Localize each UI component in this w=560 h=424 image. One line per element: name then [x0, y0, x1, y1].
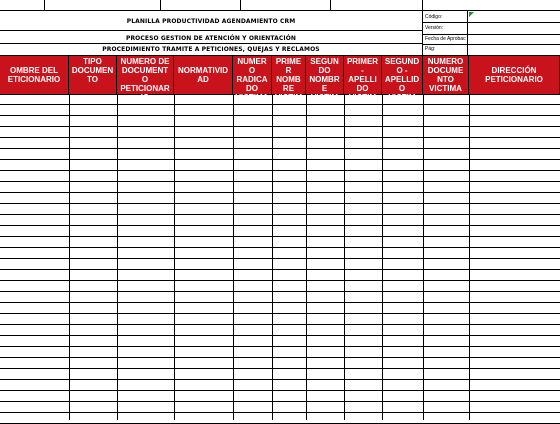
divider	[422, 34, 560, 35]
table-row[interactable]	[0, 259, 560, 270]
column-header[interactable]	[272, 56, 306, 102]
table-row[interactable]	[0, 226, 560, 237]
column-header-label: NORMATIVID AD	[177, 66, 229, 84]
column-header-label: SEGUN DO NOMBR E VICTIM	[309, 57, 340, 102]
table-row[interactable]	[0, 314, 560, 325]
table-row[interactable]	[0, 292, 560, 303]
column-header-label: NUMER O RADICA DO VICTIMA	[235, 57, 269, 102]
divider	[467, 10, 468, 56]
table-row[interactable]	[0, 270, 560, 281]
column-header[interactable]	[174, 56, 233, 94]
column-header-label: PRIME R NOMB RE VICTIM	[274, 57, 303, 102]
table-row[interactable]	[0, 171, 560, 182]
table-row[interactable]	[0, 138, 560, 149]
divider	[0, 43, 422, 44]
table-row[interactable]	[0, 215, 560, 226]
table-row[interactable]	[0, 248, 560, 259]
table-row[interactable]	[0, 94, 560, 105]
table-row[interactable]	[0, 402, 560, 413]
column-divider	[174, 94, 175, 420]
meta-code-label: Código:	[425, 14, 443, 20]
table-row[interactable]	[0, 358, 560, 369]
table-header-row	[0, 55, 560, 102]
divider	[330, 0, 331, 10]
column-header[interactable]	[69, 56, 117, 94]
column-header[interactable]	[306, 56, 344, 102]
column-header[interactable]	[469, 56, 560, 94]
divider	[422, 0, 423, 10]
column-divider	[423, 94, 424, 420]
comment-indicator-icon[interactable]	[469, 12, 474, 17]
column-header-label: NUMERO DE DOCUMENT O PETICIONAR IO	[120, 57, 170, 102]
divider	[160, 0, 161, 10]
divider	[422, 44, 560, 45]
table-row[interactable]	[0, 303, 560, 314]
divider	[0, 30, 422, 31]
table-row[interactable]	[0, 413, 560, 424]
column-header[interactable]	[423, 56, 469, 94]
divider	[422, 22, 560, 23]
column-header[interactable]	[382, 56, 423, 102]
column-divider	[306, 94, 307, 420]
column-header[interactable]	[0, 56, 69, 94]
column-header-label: DIRECCIÓN PETICIONARIO	[485, 66, 543, 84]
table-row[interactable]	[0, 336, 560, 347]
column-divider	[233, 94, 234, 420]
table-row[interactable]	[0, 149, 560, 160]
table-row[interactable]	[0, 380, 560, 391]
table-row[interactable]	[0, 369, 560, 380]
column-divider	[69, 94, 70, 420]
sheet-title-area	[0, 0, 422, 56]
divider	[0, 10, 560, 11]
column-divider	[272, 94, 273, 420]
table-row[interactable]	[0, 127, 560, 138]
column-header-label: OMBRE DEL ETICIONARIO	[7, 66, 61, 84]
column-header[interactable]	[117, 56, 174, 102]
column-header[interactable]	[344, 56, 382, 102]
column-header-label: SEGUND O - APELLID O VICTIM	[384, 57, 420, 102]
table-row[interactable]	[0, 204, 560, 215]
table-row[interactable]	[0, 325, 560, 336]
meta-approval-date-label: Fecha de Aprobac	[425, 36, 466, 42]
table-row[interactable]	[0, 237, 560, 248]
table-row[interactable]	[0, 193, 560, 204]
process-title: PROCESO GESTION DE ATENCIÓN Y ORIENTACIÓN	[125, 35, 297, 42]
divider	[44, 0, 45, 10]
table-row[interactable]	[0, 160, 560, 171]
procedure-title: PROCEDIMIENTO TRAMITE A PETICIONES, QUEJAS Y RECLAMOS	[102, 46, 320, 53]
meta-page-label: Pág:	[425, 46, 436, 52]
table-row[interactable]	[0, 105, 560, 116]
table-row[interactable]	[0, 347, 560, 358]
column-header-label: NUMERO DOCUME NTO VICTIMA	[427, 57, 464, 93]
sheet-title: PLANILLA PRODUCTIVIDAD AGENDAMIENTO CRM	[126, 18, 296, 25]
table-row[interactable]	[0, 281, 560, 292]
table-row[interactable]	[0, 182, 560, 193]
column-divider	[117, 94, 118, 420]
column-divider	[382, 94, 383, 420]
column-header-label: PRIMER - APELLI DO VICTIM	[346, 57, 379, 102]
divider	[422, 10, 423, 56]
table-row[interactable]	[0, 116, 560, 127]
column-divider	[469, 94, 470, 420]
column-divider	[344, 94, 345, 420]
data-grid[interactable]	[0, 94, 560, 420]
column-header[interactable]	[233, 56, 272, 102]
column-header-label: TIPO DOCUMEN TO	[71, 57, 114, 84]
meta-version-label: Versión:	[425, 25, 444, 31]
table-row[interactable]	[0, 391, 560, 402]
divider	[240, 0, 241, 10]
